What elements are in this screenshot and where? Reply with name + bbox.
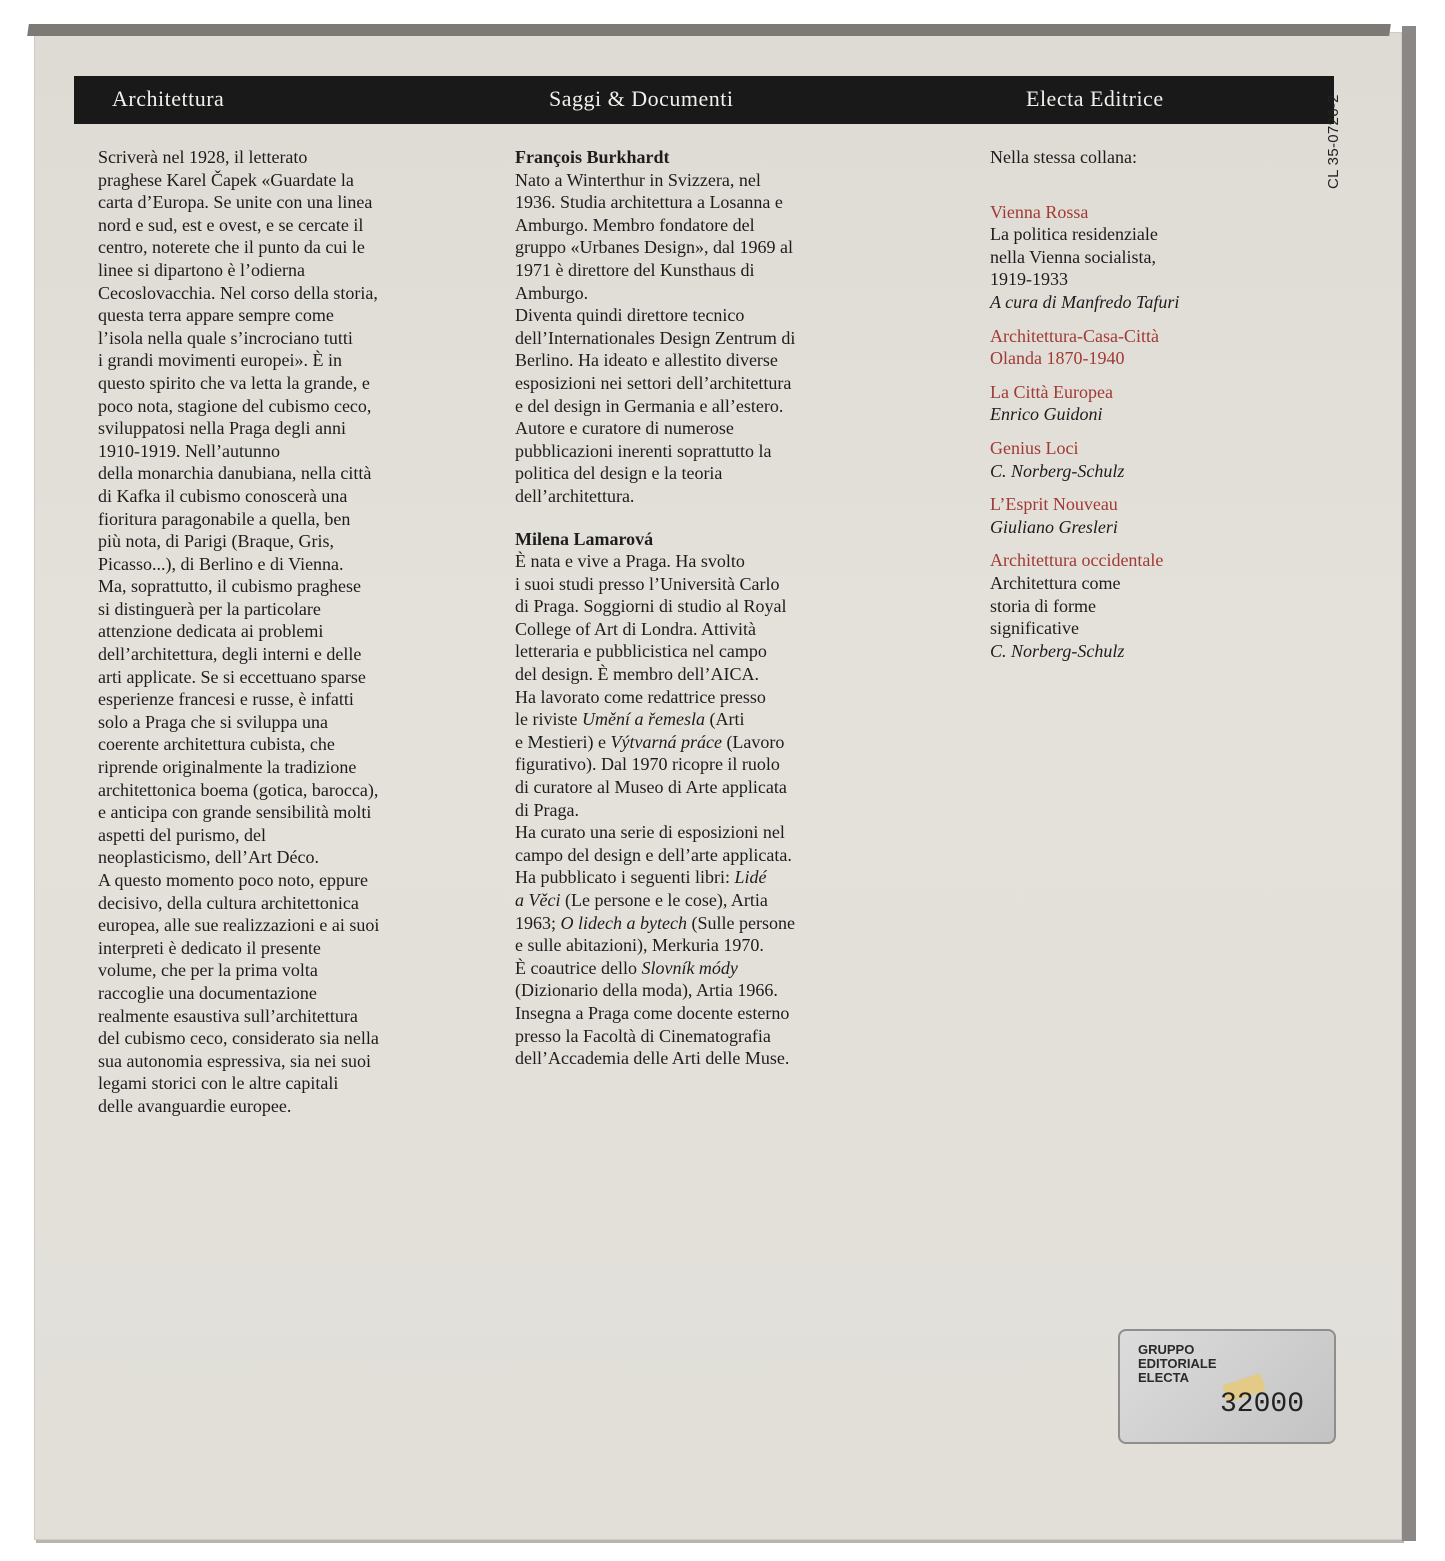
header-category: Architettura (112, 86, 225, 111)
book-description: Scriverà nel 1928, il letterato praghese Karel Čapek «Guardate la carta d’Europa. Se unite con una linea nord e sud, est e ovest, e se cercate il centro, noterete che il punto da cui le linee si dipartono è l’odierna Cecoslovacchia. Nel corso della storia, questa terra appare sempre come l’isola nella quale s’incrociano tutti i grandi movimenti europei». È in questo spirito che va letta la grande, e poco nota, stagione del cubismo ceco, sviluppatosi nella Praga degli anni 1910-1919. Nell’autunno della monarchia danubiana, nella città di Kafka il cubismo conoscerà una fioritura paragonabile a quella, ben più nota, di Parigi (Braque, Gris, Picasso...), di Berlino e di Vienna. Ma, soprattutto, il cubismo praghese si distinguerà per la particolare attenzione dedicata ai problemi dell’architettura, degli interni e delle arti applicate. Se si eccettuano sparse esperienze francesi e russe, è infatti solo a Praga che si sviluppa una coerente architettura cubista, che riprende originalmente la tradizione architettonica boema (gotica, barocca), e anticipa con grande sensibilità molti aspetti del purismo, del neoplasticismo, dell’Art Déco. A questo momento poco noto, eppure decisivo, della cultura architettonica europea, alle sue realizzazioni e ai suoi interpreti è dedicato il presente volume, che per la prima volta raccoglie una documentazione realmente esaustiva sull’architettura del cubismo ceco, considerato sia nella sua autonomia espressiva, sia nei suoi legami storici con le altre capitali delle avanguardie europee. (98, 147, 380, 1116)
author-name-lamarova: Milena Lamarová (515, 528, 654, 549)
sticker-publisher: GRUPPO EDITORIALE ELECTA (1138, 1342, 1217, 1385)
series-list-item (990, 325, 1320, 370)
series-list-item (990, 201, 1320, 314)
book-title: O lidech a bytech (560, 912, 687, 933)
series-header-bar (74, 76, 1334, 124)
series-book-title: Architettura-Casa-Città Olanda 1870-1940 (990, 325, 1159, 369)
journal-title: Výtvarná práce (610, 731, 722, 752)
series-list-column (990, 146, 1320, 673)
series-list (990, 201, 1320, 663)
series-book-author: Enrico Guidoni (990, 404, 1103, 425)
series-book-title: L’Esprit Nouveau (990, 494, 1118, 515)
series-book-title: La Città Europea (990, 381, 1113, 402)
series-book-subtitle: La politica residenziale nella Vienna socialista, 1919-1933 (990, 224, 1158, 290)
sticker-price: 32000 (1220, 1389, 1305, 1420)
series-list-item (990, 437, 1320, 482)
catalog-code: CL 35-0726-2 (1325, 94, 1342, 190)
series-book-subtitle: Architettura come storia di forme significative (990, 572, 1121, 639)
book-title: Lidé a Věci (515, 867, 767, 910)
price-sticker (1118, 1329, 1336, 1444)
author-name-burkhardt: François Burkhardt (515, 147, 670, 167)
author-bio-lamarova: È nata e vive a Praga. Ha svolto i suoi studi presso l’Università Carlo di Praga. Soggiorni di studio al Royal College of Art di Londra. Attività letteraria e pubblicistica nel campo del design. È membro dell’AICA. Ha lavorato come redattrice presso le riviste Umění a řemesla (Arti e Mestieri) e Výtvarná práce (Lavoro figurativo). Dal 1970 ricopre il ruolo di curatore al Museo di Arte applicata di Praga. Ha curato una serie di esposizioni nel campo del design e dell’arte applicata. Ha pubblicato i seguenti libri: Lidé a Věci (Le persone e le cose), Artia 1963; O lidech a bytech (Sulle persone e sulle abitazioni), Merkuria 1970. È coautrice dello Slovník módy (Dizionario della moda), Artia 1966. Insegna a Praga come docente esterno presso la Facoltà di Cinematografia dell’Accademia delle Arti delle Muse. (515, 551, 795, 1069)
author-bio-burkhardt: Nato a Winterthur in Svizzera, nel 1936. Studia architettura a Losanna e Amburgo. Membro fondatore del gruppo «Urbanes Design», dal 1969 al 1971 è direttore del Kunsthaus di Amburgo. Diventa quindi direttore tecnico dell’Internationales Design Zentrum di Berlino. Ha ideato e allestito diverse esposizioni nei settori dell’architettura e del design in Germania e all’estero. Autore e curatore di numerose pubblicazioni inerenti soprattutto la politica del design e la teoria dell’architettura. (515, 169, 796, 506)
header-series: Saggi & Documenti (549, 86, 734, 111)
authors-column (515, 146, 935, 1070)
series-book-author: A cura di Manfredo Tafuri (990, 291, 1180, 312)
description-column (98, 146, 528, 1118)
journal-title: Umění a řemesla (581, 709, 705, 730)
series-book-title: Genius Loci (990, 437, 1079, 458)
series-list-intro: Nella stessa collana: (990, 147, 1137, 167)
series-book-author: C. Norberg-Schulz (990, 460, 1125, 481)
book-title: Slovník módy (641, 957, 738, 978)
series-book-title: Architettura occidentale (990, 550, 1164, 571)
series-list-item (990, 381, 1320, 426)
series-book-title: Vienna Rossa (990, 201, 1089, 222)
series-list-item (990, 493, 1320, 538)
series-book-author: C. Norberg-Schulz (990, 640, 1125, 661)
series-book-author: Giuliano Gresleri (990, 516, 1118, 537)
header-publisher: Electa Editrice (1026, 86, 1164, 111)
series-list-item (990, 549, 1320, 662)
